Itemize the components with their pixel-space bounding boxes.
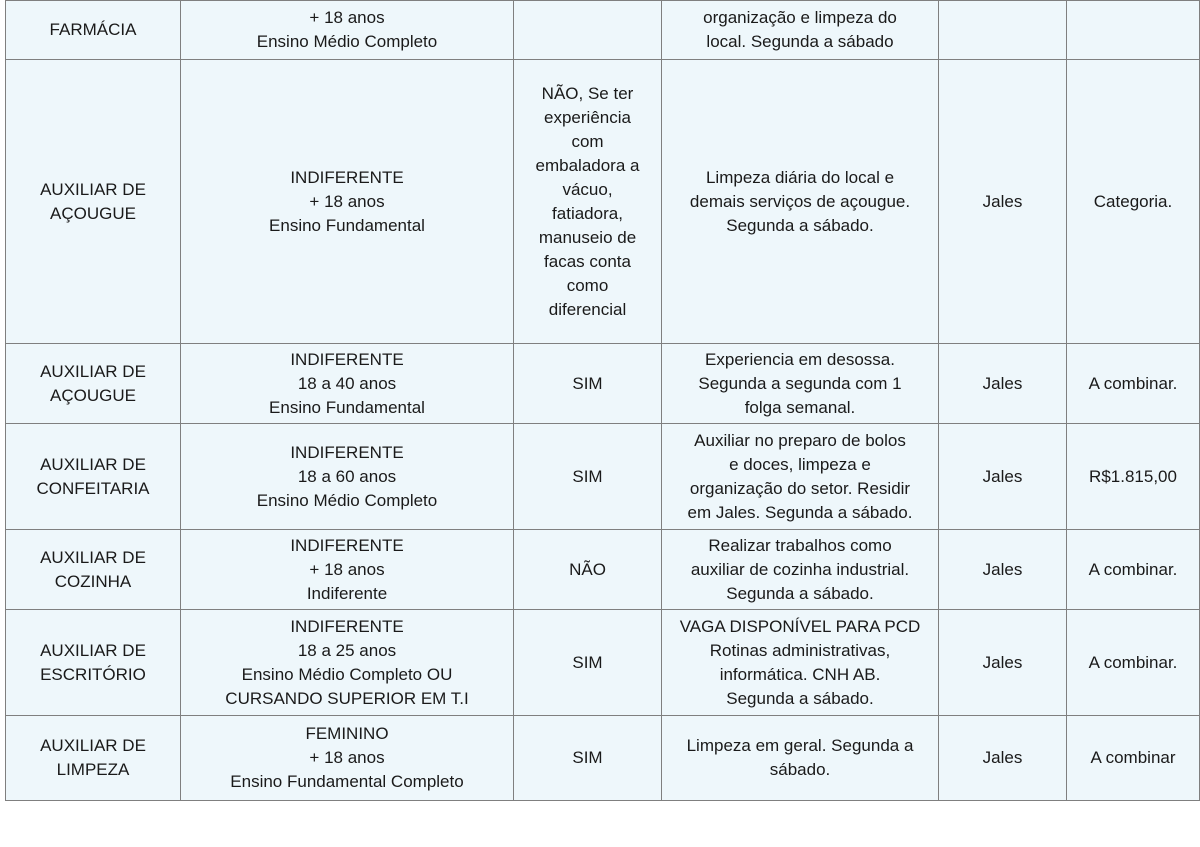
experiencia-cell — [514, 1, 662, 60]
requisitos-cell: INDIFERENTE 18 a 40 anos Ensino Fundamental — [181, 344, 514, 424]
cargo-cell: AUXILIAR DE ESCRITÓRIO — [6, 610, 181, 716]
requisitos-cell: INDIFERENTE 18 a 25 anos Ensino Médio Completo OU CURSANDO SUPERIOR EM T.I — [181, 610, 514, 716]
local-cell: Jales — [939, 716, 1067, 801]
experiencia-cell: NÃO — [514, 530, 662, 610]
salario-cell: A combinar. — [1067, 610, 1200, 716]
cargo-cell: AUXILIAR DE AÇOUGUE — [6, 60, 181, 344]
requisitos-cell: FEMININO + 18 anos Ensino Fundamental Completo — [181, 716, 514, 801]
descricao-cell: Experiencia em desossa. Segunda a segunda com 1 folga semanal. — [662, 344, 939, 424]
experiencia-cell: SIM — [514, 610, 662, 716]
table-row — [6, 60, 1200, 344]
requisitos-cell: INDIFERENTE + 18 anos Ensino Fundamental — [181, 60, 514, 344]
salario-cell: Categoria. — [1067, 60, 1200, 344]
salario-cell — [1067, 1, 1200, 60]
descricao-cell: organização e limpeza do local. Segunda a sábado — [662, 1, 939, 60]
job-table — [5, 0, 1200, 801]
experiencia-cell: SIM — [514, 344, 662, 424]
cargo-cell: AUXILIAR DE COZINHA — [6, 530, 181, 610]
local-cell — [939, 1, 1067, 60]
descricao-cell: Limpeza diária do local e demais serviços de açougue. Segunda a sábado. — [662, 60, 939, 344]
table-row — [6, 716, 1200, 801]
requisitos-cell: INDIFERENTE + 18 anos Indiferente — [181, 530, 514, 610]
table-row — [6, 344, 1200, 424]
descricao-cell: Realizar trabalhos como auxiliar de cozinha industrial. Segunda a sábado. — [662, 530, 939, 610]
descricao-cell: Limpeza em geral. Segunda a sábado. — [662, 716, 939, 801]
descricao-cell: VAGA DISPONÍVEL PARA PCD Rotinas administrativas, informática. CNH AB. Segunda a sábado. — [662, 610, 939, 716]
local-cell: Jales — [939, 424, 1067, 530]
experiencia-cell: SIM — [514, 424, 662, 530]
local-cell: Jales — [939, 60, 1067, 344]
salario-cell: R$1.815,00 — [1067, 424, 1200, 530]
cargo-cell: FARMÁCIA — [6, 1, 181, 60]
salario-cell: A combinar. — [1067, 530, 1200, 610]
table-row — [6, 530, 1200, 610]
experiencia-cell: SIM — [514, 716, 662, 801]
descricao-cell: Auxiliar no preparo de bolos e doces, limpeza e organização do setor. Residir em Jales. Segunda a sábado. — [662, 424, 939, 530]
local-cell: Jales — [939, 530, 1067, 610]
table-row — [6, 610, 1200, 716]
table-row — [6, 424, 1200, 530]
local-cell: Jales — [939, 344, 1067, 424]
job-listing-sheet — [5, 0, 1199, 801]
salario-cell: A combinar. — [1067, 344, 1200, 424]
cargo-cell: AUXILIAR DE AÇOUGUE — [6, 344, 181, 424]
cargo-cell: AUXILIAR DE LIMPEZA — [6, 716, 181, 801]
experiencia-cell: NÃO, Se ter experiência com embaladora a vácuo, fatiadora, manuseio de facas conta como diferencial — [514, 60, 662, 344]
cargo-cell: AUXILIAR DE CONFEITARIA — [6, 424, 181, 530]
local-cell: Jales — [939, 610, 1067, 716]
table-row — [6, 1, 1200, 60]
requisitos-cell: INDIFERENTE 18 a 60 anos Ensino Médio Completo — [181, 424, 514, 530]
requisitos-cell: + 18 anos Ensino Médio Completo — [181, 1, 514, 60]
salario-cell: A combinar — [1067, 716, 1200, 801]
